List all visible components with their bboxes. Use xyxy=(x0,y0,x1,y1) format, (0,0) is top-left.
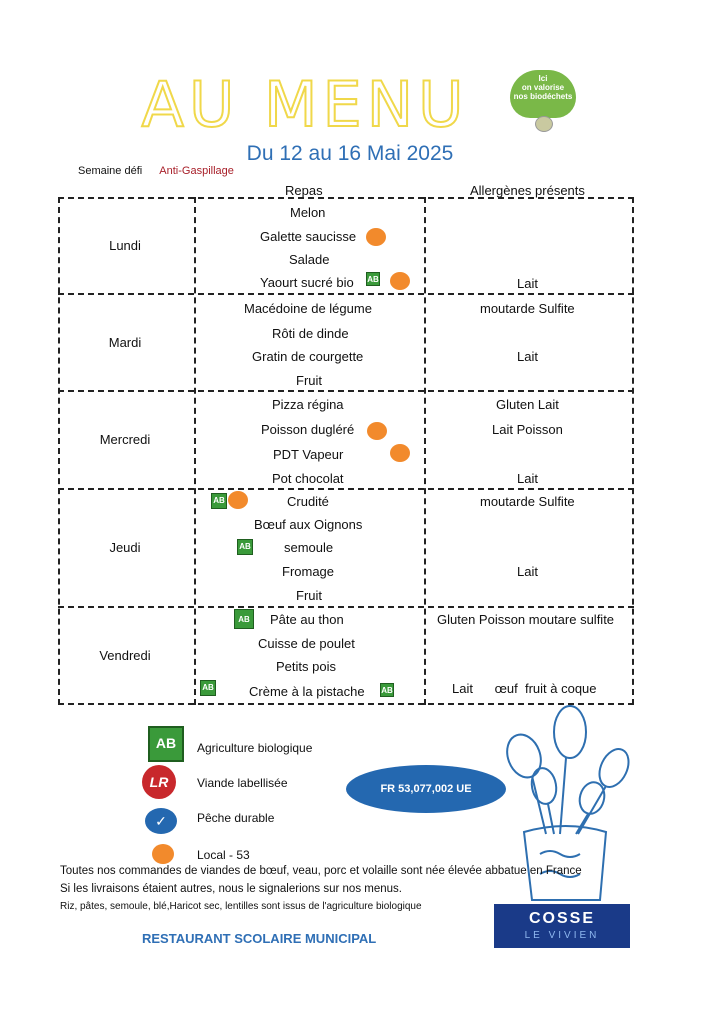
dish: Crudité xyxy=(287,494,329,509)
dish: Fruit xyxy=(296,588,322,603)
day-mercredi: Mercredi xyxy=(99,432,151,447)
legend-local-label: Local - 53 xyxy=(197,848,250,862)
allergen: Lait œuf fruit à coque xyxy=(452,681,597,696)
fr-code-badge: FR 53,077,002 UE xyxy=(346,765,506,813)
ab-bio-icon: AB xyxy=(366,272,380,286)
day-vendredi: Vendredi xyxy=(99,648,151,663)
ab-bio-icon: AB xyxy=(200,680,216,696)
day-lundi: Lundi xyxy=(109,238,141,253)
dish: Cuisse de poulet xyxy=(258,636,355,651)
ab-bio-icon: AB xyxy=(211,493,227,509)
legend-bio-label: Agriculture biologique xyxy=(197,741,313,755)
divider-col-2 xyxy=(424,197,426,705)
dish: Petits pois xyxy=(276,659,336,674)
dish: Poisson dugléré xyxy=(261,422,355,437)
allergen: Lait xyxy=(517,276,538,291)
dish: Crème à la pistache xyxy=(249,684,365,699)
allergen: Gluten Lait xyxy=(496,397,559,412)
allergen: Gluten Poisson moutare sulfite xyxy=(437,612,615,627)
legend-bio-icon: AB xyxy=(148,726,184,762)
page-title: AU MENU xyxy=(141,68,469,141)
dish: Pâte au thon xyxy=(270,612,344,627)
local-icon xyxy=(367,422,387,440)
allergen: Lait xyxy=(517,349,538,364)
dish: semoule xyxy=(284,540,334,555)
logo-line-1: COSSE xyxy=(528,910,595,927)
dish: Gratin de courgette xyxy=(252,349,364,364)
biodechets-badge xyxy=(510,70,576,118)
local-icon xyxy=(366,228,386,246)
dish: Bœuf aux Oignons xyxy=(254,517,363,532)
legend-local-icon xyxy=(152,844,174,864)
menu-dates: Du 12 au 16 Mai 2025 xyxy=(246,142,454,165)
allergen: Lait xyxy=(517,471,538,486)
divider-col-1 xyxy=(194,197,196,705)
legend-label-rouge-icon: LR xyxy=(142,765,176,799)
logo-line-2: LE VIVIEN xyxy=(524,930,600,941)
local-icon xyxy=(390,444,410,462)
dish: Salade xyxy=(289,252,330,267)
dish: Melon xyxy=(290,205,326,220)
divider-row-3 xyxy=(58,488,634,490)
local-icon xyxy=(228,491,248,509)
restaurant-name: RESTAURANT SCOLAIRE MUNICIPAL xyxy=(142,931,377,946)
ab-bio-icon: AB xyxy=(234,609,254,629)
badge-emblem-icon xyxy=(535,116,553,132)
allergen: moutarde Sulfite xyxy=(480,301,575,316)
note-origine-viande: Toutes nos commandes de viandes de bœuf, veau, porc et volaille sont née élevée abbatue en France xyxy=(60,865,582,877)
local-icon xyxy=(390,272,410,290)
ab-bio-icon: AB xyxy=(237,539,253,555)
defi-label: Semaine défi xyxy=(78,165,143,177)
divider-row-1 xyxy=(58,293,634,295)
defi-value: Anti-Gaspillage xyxy=(159,165,234,177)
col-header-repas: Repas xyxy=(285,183,323,198)
col-header-allergenes: Allergènes présents xyxy=(470,183,585,198)
badge-line-3: nos biodéchets xyxy=(513,92,573,101)
dish: Pot chocolat xyxy=(272,471,344,486)
dish: PDT Vapeur xyxy=(273,447,344,462)
divider-row-2 xyxy=(58,390,634,392)
day-jeudi: Jeudi xyxy=(109,540,141,555)
legend-label-label: Viande labellisée xyxy=(197,776,288,790)
allergen: Lait Poisson xyxy=(492,422,563,437)
divider-row-4 xyxy=(58,606,634,608)
badge-line-1: Ici xyxy=(538,74,548,83)
dish: Fruit xyxy=(296,373,322,388)
dish: Yaourt sucré bio xyxy=(260,275,354,290)
badge-line-2: on valorise xyxy=(521,83,565,92)
allergen: moutarde Sulfite xyxy=(480,494,575,509)
dish: Fromage xyxy=(282,564,335,579)
note-livraisons: Si les livraisons étaient autres, nous le signalerions sur nos menus. xyxy=(60,883,402,895)
note-bio: Riz, pâtes, semoule, blé,Haricot sec, lentilles sont issus de l'agriculture biologique xyxy=(60,901,422,912)
dish: Macédoine de légume xyxy=(244,301,372,316)
day-mardi: Mardi xyxy=(108,335,142,350)
cosse-logo xyxy=(494,904,630,948)
dish: Rôti de dinde xyxy=(272,326,349,341)
dish: Pizza régina xyxy=(272,397,344,412)
legend-msc-fish-icon: ✓ xyxy=(145,808,177,834)
dish: Galette saucisse xyxy=(260,229,357,244)
allergen: Lait xyxy=(517,564,538,579)
defi-line xyxy=(78,165,234,177)
legend-peche-label: Pêche durable xyxy=(197,811,275,825)
menu-table xyxy=(58,197,634,705)
ab-bio-icon: AB xyxy=(380,683,394,697)
